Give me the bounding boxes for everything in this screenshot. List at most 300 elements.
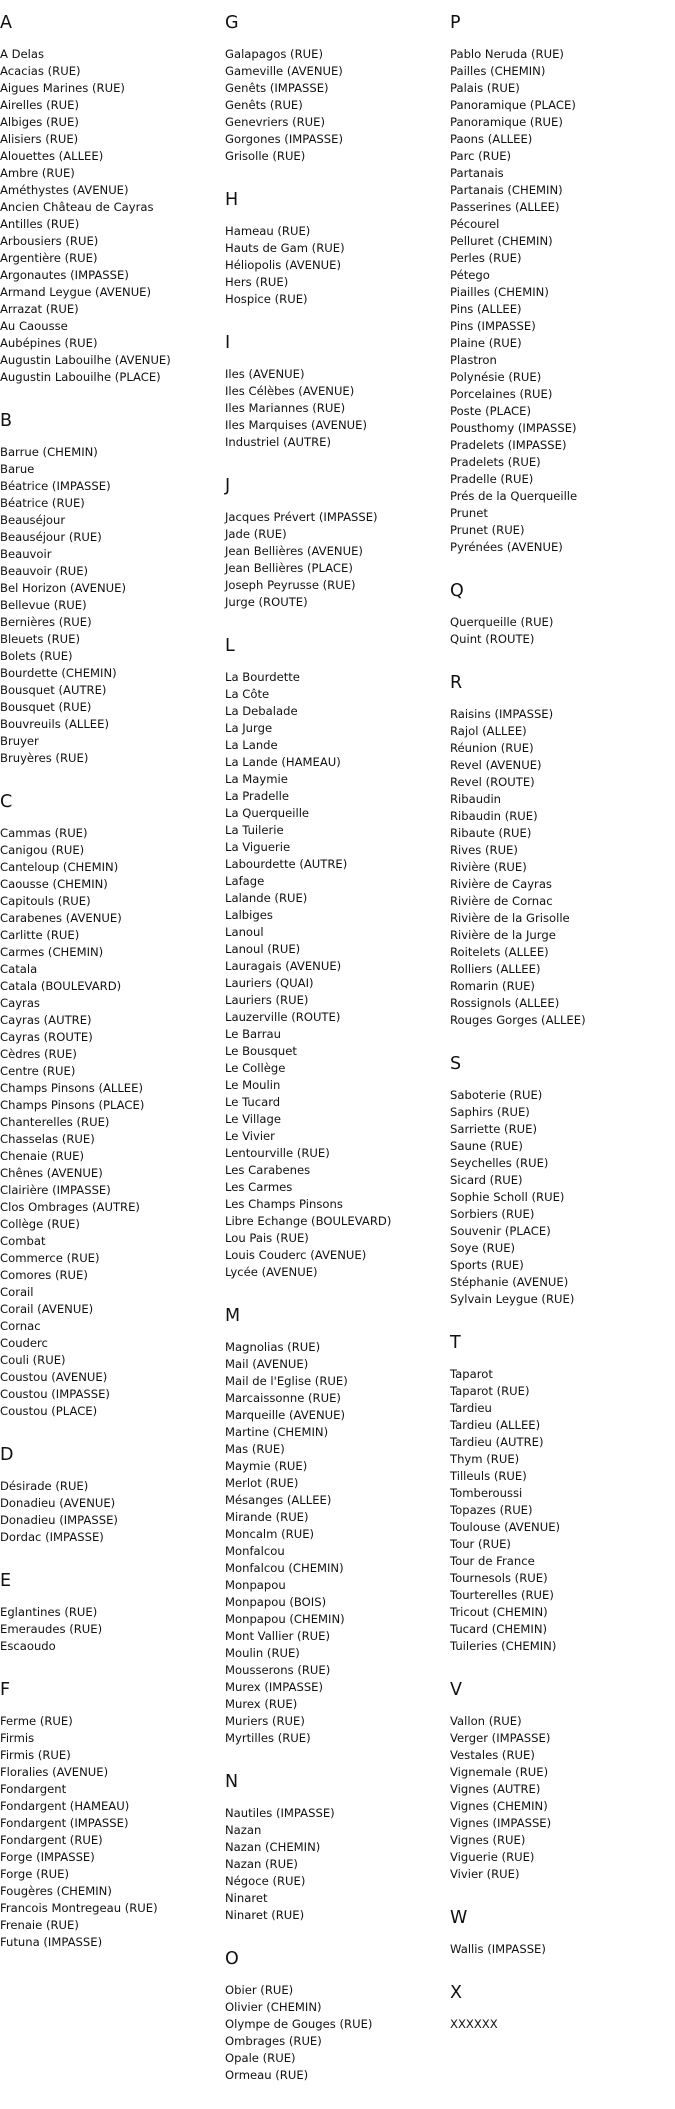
street-name: Hers (RUE) <box>225 275 289 289</box>
street-name: Cèdres (RUE) <box>0 1047 77 1061</box>
street-name: Argentière (RUE) <box>0 251 98 265</box>
street-name: Bourdette (CHEMIN) <box>0 666 117 680</box>
street-name: Lauragais (AVENUE) <box>225 959 342 973</box>
street-name: Fougères (CHEMIN) <box>0 1884 112 1898</box>
street-name: Tuileries (CHEMIN) <box>450 1639 557 1653</box>
street-name: Rives (RUE) <box>450 843 518 857</box>
letter-group-a <box>0 13 220 386</box>
section-letter-heading: N <box>225 1772 239 1792</box>
letter-group-m <box>225 1306 445 1747</box>
street-name: Marqueille (AVENUE) <box>225 1408 345 1422</box>
street-list <box>450 1366 670 1655</box>
street-name: Panoramique (RUE) <box>450 115 563 129</box>
street-name: Acacias (RUE) <box>0 64 81 78</box>
street-list <box>0 1713 220 1951</box>
street-name: Lafage <box>225 874 265 888</box>
street-name: Rajol (ALLEE) <box>450 724 527 738</box>
street-name: Le Barrau <box>225 1027 281 1041</box>
street-name: Lalbiges <box>225 908 273 922</box>
street-name: Saphirs (RUE) <box>450 1105 530 1119</box>
street-name: Bousquet (AUTRE) <box>0 683 107 697</box>
street-name: Fondargent (IMPASSE) <box>0 1816 129 1830</box>
street-name: Bleuets (RUE) <box>0 632 80 646</box>
street-name: Augustin Labouilhe (AVENUE) <box>0 353 171 367</box>
street-name: Vignemale (RUE) <box>450 1765 549 1779</box>
street-name: Canigou (RUE) <box>0 843 85 857</box>
letter-group-i <box>225 333 445 451</box>
street-name: Clairière (IMPASSE) <box>0 1183 111 1197</box>
street-name: Monfalcou (CHEMIN) <box>225 1561 344 1575</box>
street-name: Albiges (RUE) <box>0 115 79 129</box>
section-letter-heading: S <box>450 1054 462 1074</box>
section-letter-heading: R <box>450 673 463 693</box>
street-name: Caousse (CHEMIN) <box>0 877 108 891</box>
letter-group-g <box>225 13 445 165</box>
street-name: Ribaute (RUE) <box>450 826 532 840</box>
street-name: Dordac (IMPASSE) <box>0 1530 104 1544</box>
street-name: Hameau (RUE) <box>225 224 311 238</box>
street-name: Rivière de Cornac <box>450 894 553 908</box>
street-name: Sorbiers (RUE) <box>450 1207 535 1221</box>
street-name: Romarin (RUE) <box>450 979 535 993</box>
street-name: Tournesols (RUE) <box>450 1571 548 1585</box>
street-list <box>225 46 445 165</box>
street-name: Monpapou (CHEMIN) <box>225 1612 345 1626</box>
section-letter-heading: P <box>450 13 461 33</box>
street-name: Champs Pinsons (ALLEE) <box>0 1081 143 1095</box>
letter-group-l <box>225 636 445 1281</box>
street-list <box>225 366 445 451</box>
street-name: Lauriers (QUAI) <box>225 976 314 990</box>
section-letter-heading: I <box>225 333 231 353</box>
street-name: Seychelles (RUE) <box>450 1156 549 1170</box>
street-name: Champs Pinsons (PLACE) <box>0 1098 145 1112</box>
street-name: Combat <box>0 1234 46 1248</box>
street-name: Argonautes (IMPASSE) <box>0 268 129 282</box>
street-name: Toulouse (AVENUE) <box>450 1520 561 1534</box>
section-letter-heading: C <box>0 792 13 812</box>
street-name: Nazan (CHEMIN) <box>225 1840 321 1854</box>
street-name: Le Bousquet <box>225 1044 297 1058</box>
letter-group-v <box>450 1680 670 1883</box>
index-column <box>0 0 220 1976</box>
street-name: Béatrice (RUE) <box>0 496 85 510</box>
street-list <box>225 669 445 1281</box>
street-name: Plaine (RUE) <box>450 336 522 350</box>
street-name: Catala (BOULEVARD) <box>0 979 122 993</box>
street-name: Louis Couderc (AVENUE) <box>225 1248 367 1262</box>
street-name: Querqueille (RUE) <box>450 615 554 629</box>
street-name: Rolliers (ALLEE) <box>450 962 541 976</box>
street-name: Carmes (CHEMIN) <box>0 945 104 959</box>
street-name: Roitelets (ALLEE) <box>450 945 549 959</box>
street-name: Clos Ombrages (AUTRE) <box>0 1200 140 1214</box>
street-name: Bernières (RUE) <box>0 615 92 629</box>
street-name: Libre Echange (BOULEVARD) <box>225 1214 392 1228</box>
street-list <box>450 46 670 556</box>
letter-group-o <box>225 1949 445 2084</box>
street-name: Wallis (IMPASSE) <box>450 1942 546 1956</box>
street-name: Gorgones (IMPASSE) <box>225 132 343 146</box>
street-name: Bolets (RUE) <box>0 649 73 663</box>
street-name: Iles Marquises (AVENUE) <box>225 418 367 432</box>
street-name: Fondargent <box>0 1782 67 1796</box>
street-name: Paons (ALLEE) <box>450 132 533 146</box>
street-name: Beauséjour <box>0 513 66 527</box>
street-name: Barue <box>0 462 35 476</box>
street-name: Donadieu (AVENUE) <box>0 1496 116 1510</box>
street-name: Moulin (RUE) <box>225 1646 300 1660</box>
street-name: Lanoul <box>225 925 264 939</box>
street-name: Rivière de la Grisolle <box>450 911 570 925</box>
street-name: Forge (IMPASSE) <box>0 1850 95 1864</box>
street-name: Tour de France <box>450 1554 535 1568</box>
section-letter-heading: G <box>225 13 239 33</box>
street-name: Vallon (RUE) <box>450 1714 522 1728</box>
street-name: Au Caousse <box>0 319 68 333</box>
street-name: Porcelaines (RUE) <box>450 387 553 401</box>
street-name: Tardieu (AUTRE) <box>450 1435 544 1449</box>
street-name: Forge (RUE) <box>0 1867 70 1881</box>
street-name: Bellevue (RUE) <box>0 598 87 612</box>
street-name: Nazan (RUE) <box>225 1857 298 1871</box>
street-name: Tucard (CHEMIN) <box>450 1622 548 1636</box>
street-name: Désirade (RUE) <box>0 1479 89 1493</box>
street-name: Topazes (RUE) <box>450 1503 533 1517</box>
street-name: Coustou (PLACE) <box>0 1404 98 1418</box>
section-letter-heading: F <box>0 1680 11 1700</box>
street-name: Armand Leygue (AVENUE) <box>0 285 152 299</box>
street-name: Stéphanie (AVENUE) <box>450 1275 569 1289</box>
street-name: Ombrages (RUE) <box>225 2034 322 2048</box>
street-name: Joseph Peyrusse (RUE) <box>225 578 356 592</box>
street-name: Ferme (RUE) <box>0 1714 73 1728</box>
street-list <box>450 2016 670 2033</box>
street-name: Palais (RUE) <box>450 81 520 95</box>
street-name: Frenaie (RUE) <box>0 1918 79 1932</box>
street-name: Ormeau (RUE) <box>225 2068 309 2082</box>
letter-group-c <box>0 792 220 1420</box>
street-name: Fondargent (HAMEAU) <box>0 1799 130 1813</box>
street-name: La Jurge <box>225 721 273 735</box>
letter-group-r <box>450 673 670 1029</box>
street-name: Corail (AVENUE) <box>0 1302 94 1316</box>
street-name: Saune (RUE) <box>450 1139 523 1153</box>
street-list <box>450 1713 670 1883</box>
section-letter-heading: E <box>0 1571 12 1591</box>
street-name: Barrue (CHEMIN) <box>0 445 98 459</box>
street-name: La Querqueille <box>225 806 310 820</box>
street-name: Nazan <box>225 1823 262 1837</box>
street-name: Les Carabenes <box>225 1163 311 1177</box>
street-name: Les Champs Pinsons <box>225 1197 343 1211</box>
index-column <box>225 0 445 2109</box>
street-name: Marcaissonne (RUE) <box>225 1391 341 1405</box>
street-name: Murex (IMPASSE) <box>225 1680 324 1694</box>
section-letter-heading: T <box>450 1333 461 1353</box>
street-name: Fondargent (RUE) <box>0 1833 103 1847</box>
letter-group-h <box>225 190 445 308</box>
street-name: Aubépines (RUE) <box>0 336 98 350</box>
street-name: Ninaret (RUE) <box>225 1908 305 1922</box>
street-name: Le Moulin <box>225 1078 281 1092</box>
street-name: Catala <box>0 962 38 976</box>
street-name: La Viguerie <box>225 840 291 854</box>
index-column <box>450 0 670 2058</box>
letter-group-x <box>450 1983 670 2033</box>
street-name: Sophie Scholl (RUE) <box>450 1190 565 1204</box>
street-name: Collège (RUE) <box>0 1217 80 1231</box>
street-name: Pins (ALLEE) <box>450 302 522 316</box>
street-name: Revel (ROUTE) <box>450 775 535 789</box>
street-name: Alouettes (ALLEE) <box>0 149 104 163</box>
street-name: Olivier (CHEMIN) <box>225 2000 322 2014</box>
street-list <box>0 1478 220 1546</box>
street-name: Mail (AVENUE) <box>225 1357 309 1371</box>
street-name: Rossignols (ALLEE) <box>450 996 560 1010</box>
letter-group-d <box>0 1445 220 1546</box>
street-name: Polynésie (RUE) <box>450 370 542 384</box>
street-name: Aigues Marines (RUE) <box>0 81 125 95</box>
street-name: Le Collège <box>225 1061 286 1075</box>
street-name: Panoramique (PLACE) <box>450 98 576 112</box>
street-name: Escaoudo <box>0 1639 56 1653</box>
street-name: Tilleuls (RUE) <box>450 1469 527 1483</box>
letter-group-e <box>0 1571 220 1655</box>
street-name: Beauvoir (RUE) <box>0 564 89 578</box>
letter-group-w <box>450 1908 670 1958</box>
street-name: Vivier (RUE) <box>450 1867 520 1881</box>
street-name: Piailles (CHEMIN) <box>450 285 549 299</box>
street-name: Comores (RUE) <box>0 1268 88 1282</box>
street-name: Myrtilles (RUE) <box>225 1731 311 1745</box>
street-name: Perles (RUE) <box>450 251 522 265</box>
street-name: Ambre (RUE) <box>0 166 75 180</box>
street-name: Sarriette (RUE) <box>450 1122 537 1136</box>
street-name: Arbousiers (RUE) <box>0 234 99 248</box>
street-name: Genêts (RUE) <box>225 98 303 112</box>
letter-group-s <box>450 1054 670 1308</box>
street-name: Raisins (IMPASSE) <box>450 707 554 721</box>
street-name: Arrazat (RUE) <box>0 302 79 316</box>
street-name: La Lande (HAMEAU) <box>225 755 341 769</box>
street-name: Pradelle (RUE) <box>450 472 534 486</box>
street-name: Béatrice (IMPASSE) <box>0 479 111 493</box>
street-name: Verger (IMPASSE) <box>450 1731 551 1745</box>
street-name: Le Village <box>225 1112 282 1126</box>
street-name: Bousquet (RUE) <box>0 700 92 714</box>
street-name: Grisolle (RUE) <box>225 149 306 163</box>
street-name: Jurge (ROUTE) <box>225 595 308 609</box>
street-name: Bruyères (RUE) <box>0 751 89 765</box>
street-name: Rivière de Cayras <box>450 877 552 891</box>
section-letter-heading: B <box>0 411 13 431</box>
street-name: Jade (RUE) <box>225 527 287 541</box>
street-name: Revel (AVENUE) <box>450 758 542 772</box>
street-name: Lentourville (RUE) <box>225 1146 330 1160</box>
street-name: Ribaudin <box>450 792 502 806</box>
section-letter-heading: M <box>225 1306 241 1326</box>
street-name: Bruyer <box>0 734 39 748</box>
street-list <box>225 509 445 611</box>
street-name: Mail de l'Eglise (RUE) <box>225 1374 348 1388</box>
street-name: Iles (AVENUE) <box>225 367 305 381</box>
street-name: Iles Mariannes (RUE) <box>225 401 346 415</box>
street-name: Moncalm (RUE) <box>225 1527 315 1541</box>
street-name: Eglantines (RUE) <box>0 1605 98 1619</box>
street-name: Tour (RUE) <box>450 1537 511 1551</box>
street-name: Plastron <box>450 353 497 367</box>
section-letter-heading: L <box>225 636 235 656</box>
street-name: Mésanges (ALLEE) <box>225 1493 332 1507</box>
section-letter-heading: W <box>450 1908 468 1928</box>
street-name: Pelluret (CHEMIN) <box>450 234 553 248</box>
street-name: Monpapou <box>225 1578 286 1592</box>
street-name: Beauvoir <box>0 547 52 561</box>
street-list <box>450 706 670 1029</box>
street-list <box>0 444 220 767</box>
street-name: Vignes (CHEMIN) <box>450 1799 548 1813</box>
street-list <box>450 1087 670 1308</box>
street-name: Vignes (IMPASSE) <box>450 1816 552 1830</box>
street-name: Vignes (RUE) <box>450 1833 526 1847</box>
street-name: La Debalade <box>225 704 298 718</box>
street-name: Taparot (RUE) <box>450 1384 530 1398</box>
street-list <box>225 1805 445 1924</box>
street-name: Pablo Neruda (RUE) <box>450 47 564 61</box>
street-name: Jacques Prévert (IMPASSE) <box>225 510 378 524</box>
street-name: Genevriers (RUE) <box>225 115 325 129</box>
street-name: La Côte <box>225 687 270 701</box>
street-name: Tardieu (ALLEE) <box>450 1418 541 1432</box>
street-name: Pins (IMPASSE) <box>450 319 536 333</box>
street-name: Chenaie (RUE) <box>0 1149 84 1163</box>
street-name: Cammas (RUE) <box>0 826 88 840</box>
street-name: Coustou (AVENUE) <box>0 1370 108 1384</box>
street-name: Rivière de la Jurge <box>450 928 556 942</box>
street-list <box>0 46 220 386</box>
street-name: Augustin Labouilhe (PLACE) <box>0 370 161 384</box>
street-name: Souvenir (PLACE) <box>450 1224 551 1238</box>
street-name: Galapagos (RUE) <box>225 47 323 61</box>
street-name: Muriers (RUE) <box>225 1714 305 1728</box>
street-name: Ribaudin (RUE) <box>450 809 538 823</box>
street-name: Prunet (RUE) <box>450 523 525 537</box>
street-name: XXXXXX <box>450 2017 498 2031</box>
section-letter-heading: D <box>0 1445 14 1465</box>
street-name: Prés de la Querqueille <box>450 489 578 503</box>
street-name: Cayras (ROUTE) <box>0 1030 93 1044</box>
letter-group-f <box>0 1680 220 1951</box>
street-name: Merlot (RUE) <box>225 1476 299 1490</box>
street-name: La Lande <box>225 738 278 752</box>
street-name: Soye (RUE) <box>450 1241 516 1255</box>
street-name: Pradelets (RUE) <box>450 455 541 469</box>
section-letter-heading: O <box>225 1949 239 1969</box>
street-name: Vignes (AUTRE) <box>450 1782 541 1796</box>
street-name: Hauts de Gam (RUE) <box>225 241 345 255</box>
street-name: Ancien Château de Cayras <box>0 200 154 214</box>
street-name: Pailles (CHEMIN) <box>450 64 546 78</box>
street-name: Sicard (RUE) <box>450 1173 523 1187</box>
letter-group-q <box>450 581 670 648</box>
street-name: Murex (RUE) <box>225 1697 298 1711</box>
street-name: Vestales (RUE) <box>450 1748 535 1762</box>
street-name: Pyrénées (AVENUE) <box>450 540 563 554</box>
street-name: Passerines (ALLEE) <box>450 200 560 214</box>
street-name: Rouges Gorges (ALLEE) <box>450 1013 586 1027</box>
street-name: Capitouls (RUE) <box>0 894 91 908</box>
street-name: Poste (PLACE) <box>450 404 531 418</box>
street-name: Alisiers (RUE) <box>0 132 79 146</box>
street-name: Gameville (AVENUE) <box>225 64 343 78</box>
street-name: Couli (RUE) <box>0 1353 66 1367</box>
street-name: Rivière (RUE) <box>450 860 527 874</box>
street-list <box>0 825 220 1420</box>
street-name: A Delas <box>0 47 45 61</box>
street-name: Corail <box>0 1285 34 1299</box>
street-name: Obier (RUE) <box>225 1983 294 1997</box>
street-name: Jean Bellières (PLACE) <box>225 561 353 575</box>
street-list <box>225 1982 445 2084</box>
letter-group-j <box>225 476 445 611</box>
street-list <box>0 1604 220 1655</box>
street-name: Martine (CHEMIN) <box>225 1425 329 1439</box>
street-name: Lalande (RUE) <box>225 891 308 905</box>
street-name: Francois Montregeau (RUE) <box>0 1901 158 1915</box>
street-name: Bel Horizon (AVENUE) <box>0 581 126 595</box>
street-name: Le Tucard <box>225 1095 281 1109</box>
street-name: Futuna (IMPASSE) <box>0 1935 103 1949</box>
street-name: Pousthomy (IMPASSE) <box>450 421 577 435</box>
street-name: Pradelets (IMPASSE) <box>450 438 567 452</box>
street-name: Hospice (RUE) <box>225 292 308 306</box>
section-letter-heading: A <box>0 13 12 33</box>
street-name: Sports (RUE) <box>450 1258 524 1272</box>
street-name: La Bourdette <box>225 670 300 684</box>
street-name: Lou Pais (RUE) <box>225 1231 309 1245</box>
street-list <box>225 1339 445 1747</box>
street-name: Carabenes (AVENUE) <box>0 911 122 925</box>
street-name: Iles Célèbes (AVENUE) <box>225 384 355 398</box>
street-name: Antilles (RUE) <box>0 217 80 231</box>
street-name: Canteloup (CHEMIN) <box>0 860 119 874</box>
street-name: Mirande (RUE) <box>225 1510 309 1524</box>
street-name: Centre (RUE) <box>0 1064 76 1078</box>
street-name: Lanoul (RUE) <box>225 942 301 956</box>
street-name: Sylvain Leygue (RUE) <box>450 1292 575 1306</box>
street-name: Mousserons (RUE) <box>225 1663 331 1677</box>
street-name: Industriel (AUTRE) <box>225 435 332 449</box>
street-name: Maymie (RUE) <box>225 1459 308 1473</box>
street-name: Bouvreuils (ALLEE) <box>0 717 109 731</box>
letter-group-p <box>450 13 670 556</box>
street-name: La Pradelle <box>225 789 289 803</box>
street-name: Airelles (RUE) <box>0 98 80 112</box>
street-name: Parc (RUE) <box>450 149 512 163</box>
street-name: La Tuilerie <box>225 823 284 837</box>
street-name: Tardieu <box>450 1401 492 1415</box>
street-name: Tomberoussi <box>450 1486 523 1500</box>
street-name: Cayras (AUTRE) <box>0 1013 92 1027</box>
section-letter-heading: J <box>225 476 231 496</box>
street-name: Viguerie (RUE) <box>450 1850 535 1864</box>
street-name: Saboterie (RUE) <box>450 1088 543 1102</box>
street-name: Tourterelles (RUE) <box>450 1588 554 1602</box>
street-list <box>225 223 445 308</box>
street-name: Chasselas (RUE) <box>0 1132 95 1146</box>
street-name: Quint (ROUTE) <box>450 632 535 646</box>
